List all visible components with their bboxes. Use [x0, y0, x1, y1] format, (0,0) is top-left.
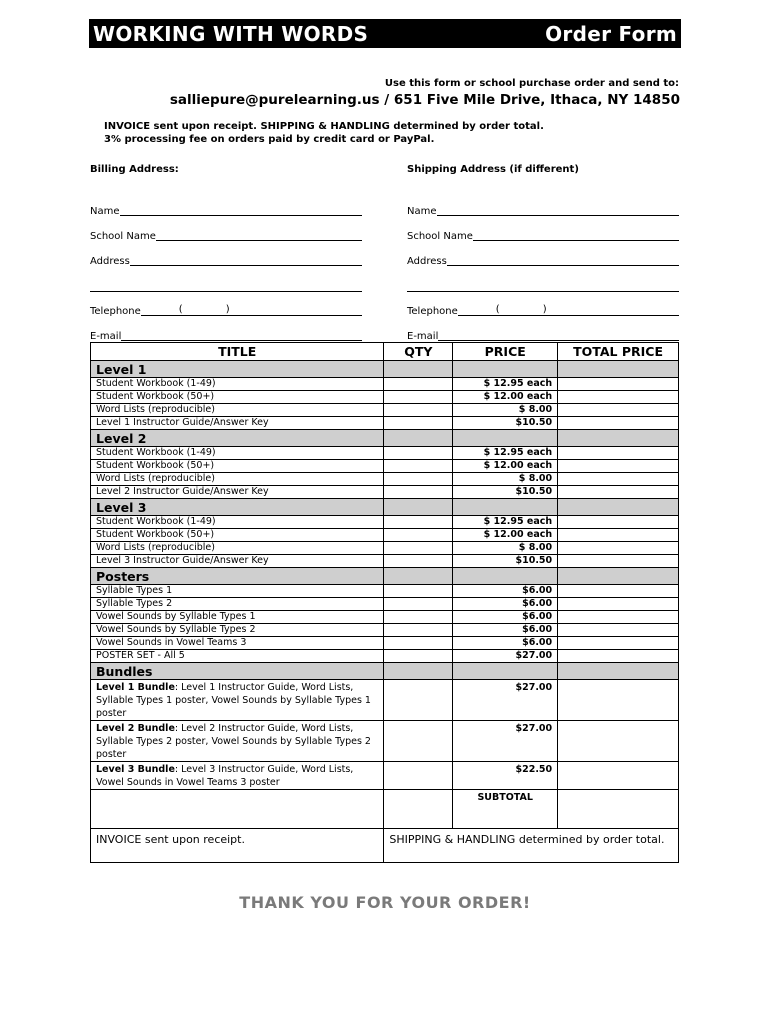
billing-school-field[interactable]: School Name: [90, 217, 362, 242]
total-cell[interactable]: [558, 378, 679, 391]
form-title: WORKING WITH WORDS: [93, 21, 369, 46]
section-posters: Posters: [91, 568, 679, 585]
table-row: Student Workbook (1-49) $ 12.95 each: [91, 378, 679, 391]
total-cell[interactable]: [558, 516, 679, 529]
shipping-address: [407, 164, 679, 342]
qty-cell[interactable]: [384, 762, 453, 790]
subtotal-label: SUBTOTAL: [453, 790, 558, 829]
paren-close: ): [542, 304, 547, 315]
bundle-desc: : Level 3 Instructor Guide, Word Lists, Vowel Sounds in Vowel Teams 3 poster: [96, 764, 354, 788]
table-row: Student Workbook (50+) $ 12.00 each: [91, 391, 679, 404]
qty-cell[interactable]: [384, 417, 453, 430]
billing-email-field[interactable]: E-mail: [90, 317, 362, 342]
table-row: Word Lists (reproducible) $ 8.00: [91, 542, 679, 555]
table-row: Student Workbook (1-49) $ 12.95 each: [91, 516, 679, 529]
billing-address: [90, 164, 362, 342]
table-row: Level 2 Instructor Guide/Answer Key $10.50: [91, 486, 679, 499]
total-cell[interactable]: [558, 611, 679, 624]
qty-cell[interactable]: [384, 585, 453, 598]
total-cell[interactable]: [558, 555, 679, 568]
qty-cell[interactable]: [384, 486, 453, 499]
qty-cell[interactable]: [384, 680, 453, 721]
total-cell[interactable]: [558, 680, 679, 721]
footer-shipping-note: SHIPPING & HANDLING determined by order total.: [384, 829, 679, 863]
bundle-name: Level 2 Bundle: [96, 723, 175, 734]
bundle-name: Level 1 Bundle: [96, 682, 175, 693]
header-total: TOTAL PRICE: [558, 343, 679, 361]
qty-cell[interactable]: [384, 404, 453, 417]
table-row: Word Lists (reproducible) $ 8.00: [91, 473, 679, 486]
shipping-address-line-2[interactable]: [407, 267, 679, 292]
bundle-desc: : Level 1 Instructor Guide, Word Lists, Syllable Types 1 poster, Vowel Sounds by Syllable Types 1 poster: [96, 682, 371, 719]
paren-open: (: [178, 304, 183, 315]
billing-telephone-field[interactable]: Telephone ( ): [90, 292, 362, 317]
qty-cell[interactable]: [384, 447, 453, 460]
footer-invoice-note: INVOICE sent upon receipt.: [91, 829, 384, 863]
qty-cell[interactable]: [384, 598, 453, 611]
qty-cell[interactable]: [384, 460, 453, 473]
order-table: [90, 342, 679, 863]
table-row: Level 1 Instructor Guide/Answer Key $10.50: [91, 417, 679, 430]
qty-cell[interactable]: [384, 516, 453, 529]
total-cell[interactable]: [558, 637, 679, 650]
shipping-name-field[interactable]: Name: [407, 192, 679, 217]
header-bar: [89, 19, 681, 48]
shipping-email-field[interactable]: E-mail: [407, 317, 679, 342]
total-cell[interactable]: [558, 473, 679, 486]
header-qty: QTY: [384, 343, 453, 361]
table-row: Word Lists (reproducible) $ 8.00: [91, 404, 679, 417]
table-row: Level 1 Bundle: Level 1 Instructor Guide, Word Lists, Syllable Types 1 poster, Vowel Sounds by Syllable Types 1 poster $27.00: [91, 680, 679, 721]
billing-address-line-2[interactable]: [90, 267, 362, 292]
form-label: Order Form: [545, 21, 677, 46]
send-to-text: Use this form or school purchase order and send to:: [384, 78, 679, 89]
total-cell[interactable]: [558, 585, 679, 598]
table-header-row: [91, 343, 679, 361]
footer-row: [91, 829, 679, 863]
bundle-desc: : Level 2 Instructor Guide, Word Lists, Syllable Types 2 poster, Vowel Sounds by Syllable Types 2 poster: [96, 723, 371, 760]
thank-you-message: THANK YOU FOR YOUR ORDER!: [239, 893, 531, 912]
qty-cell[interactable]: [384, 721, 453, 762]
qty-cell[interactable]: [384, 650, 453, 663]
total-cell[interactable]: [558, 460, 679, 473]
total-cell[interactable]: [558, 762, 679, 790]
qty-cell[interactable]: [384, 542, 453, 555]
shipping-telephone-field[interactable]: Telephone ( ): [407, 292, 679, 317]
contact-info: salliepure@purelearning.us / 651 Five Mile Drive, Ithaca, NY 14850: [169, 92, 680, 108]
table-row: Level 3 Bundle: Level 3 Instructor Guide, Word Lists, Vowel Sounds in Vowel Teams 3 poster $22.50: [91, 762, 679, 790]
notice-line-1: INVOICE sent upon receipt. SHIPPING & HANDLING determined by order total.: [104, 121, 544, 132]
total-cell[interactable]: [558, 417, 679, 430]
table-row: Student Workbook (50+) $ 12.00 each: [91, 460, 679, 473]
notice-line-2: 3% processing fee on orders paid by credit card or PayPal.: [104, 134, 435, 145]
subtotal-value[interactable]: [558, 790, 679, 829]
section-level-2: Level 2: [91, 430, 679, 447]
table-row: Student Workbook (1-49) $ 12.95 each: [91, 447, 679, 460]
bundle-name: Level 3 Bundle: [96, 764, 175, 775]
total-cell[interactable]: [558, 624, 679, 637]
shipping-address-field[interactable]: Address: [407, 242, 679, 267]
table-row: Student Workbook (50+) $ 12.00 each: [91, 529, 679, 542]
billing-address-field[interactable]: Address: [90, 242, 362, 267]
header-title: TITLE: [91, 343, 384, 361]
qty-cell[interactable]: [384, 637, 453, 650]
qty-cell[interactable]: [384, 473, 453, 486]
section-level-1: Level 1: [91, 361, 679, 378]
total-cell[interactable]: [558, 391, 679, 404]
paren-open: (: [495, 304, 500, 315]
total-cell[interactable]: [558, 542, 679, 555]
total-cell[interactable]: [558, 650, 679, 663]
qty-cell[interactable]: [384, 391, 453, 404]
header-price: PRICE: [453, 343, 558, 361]
table-row: Vowel Sounds in Vowel Teams 3 $6.00: [91, 637, 679, 650]
total-cell[interactable]: [558, 404, 679, 417]
section-bundles: Bundles: [91, 663, 679, 680]
qty-cell[interactable]: [384, 378, 453, 391]
table-row: POSTER SET - All 5 $27.00: [91, 650, 679, 663]
table-row: Vowel Sounds by Syllable Types 2 $6.00: [91, 624, 679, 637]
billing-name-field[interactable]: Name: [90, 192, 362, 217]
shipping-heading: Shipping Address (if different): [407, 164, 579, 175]
total-cell[interactable]: [558, 529, 679, 542]
shipping-school-field[interactable]: School Name: [407, 217, 679, 242]
qty-cell[interactable]: [384, 624, 453, 637]
qty-cell[interactable]: [384, 555, 453, 568]
table-row: Level 2 Bundle: Level 2 Instructor Guide, Word Lists, Syllable Types 2 poster, Vowel Sounds by Syllable Types 2 poster $27.00: [91, 721, 679, 762]
table-row: Level 3 Instructor Guide/Answer Key $10.50: [91, 555, 679, 568]
total-cell[interactable]: [558, 598, 679, 611]
total-cell[interactable]: [558, 486, 679, 499]
paren-close: ): [225, 304, 230, 315]
table-row: Vowel Sounds by Syllable Types 1 $6.00: [91, 611, 679, 624]
qty-cell[interactable]: [384, 611, 453, 624]
notice: [104, 120, 544, 146]
table-row: Syllable Types 2 $6.00: [91, 598, 679, 611]
qty-cell[interactable]: [384, 529, 453, 542]
section-level-3: Level 3: [91, 499, 679, 516]
total-cell[interactable]: [558, 447, 679, 460]
subtotal-row: [91, 790, 679, 829]
billing-heading: Billing Address:: [90, 164, 179, 175]
table-row: Syllable Types 1 $6.00: [91, 585, 679, 598]
total-cell[interactable]: [558, 721, 679, 762]
